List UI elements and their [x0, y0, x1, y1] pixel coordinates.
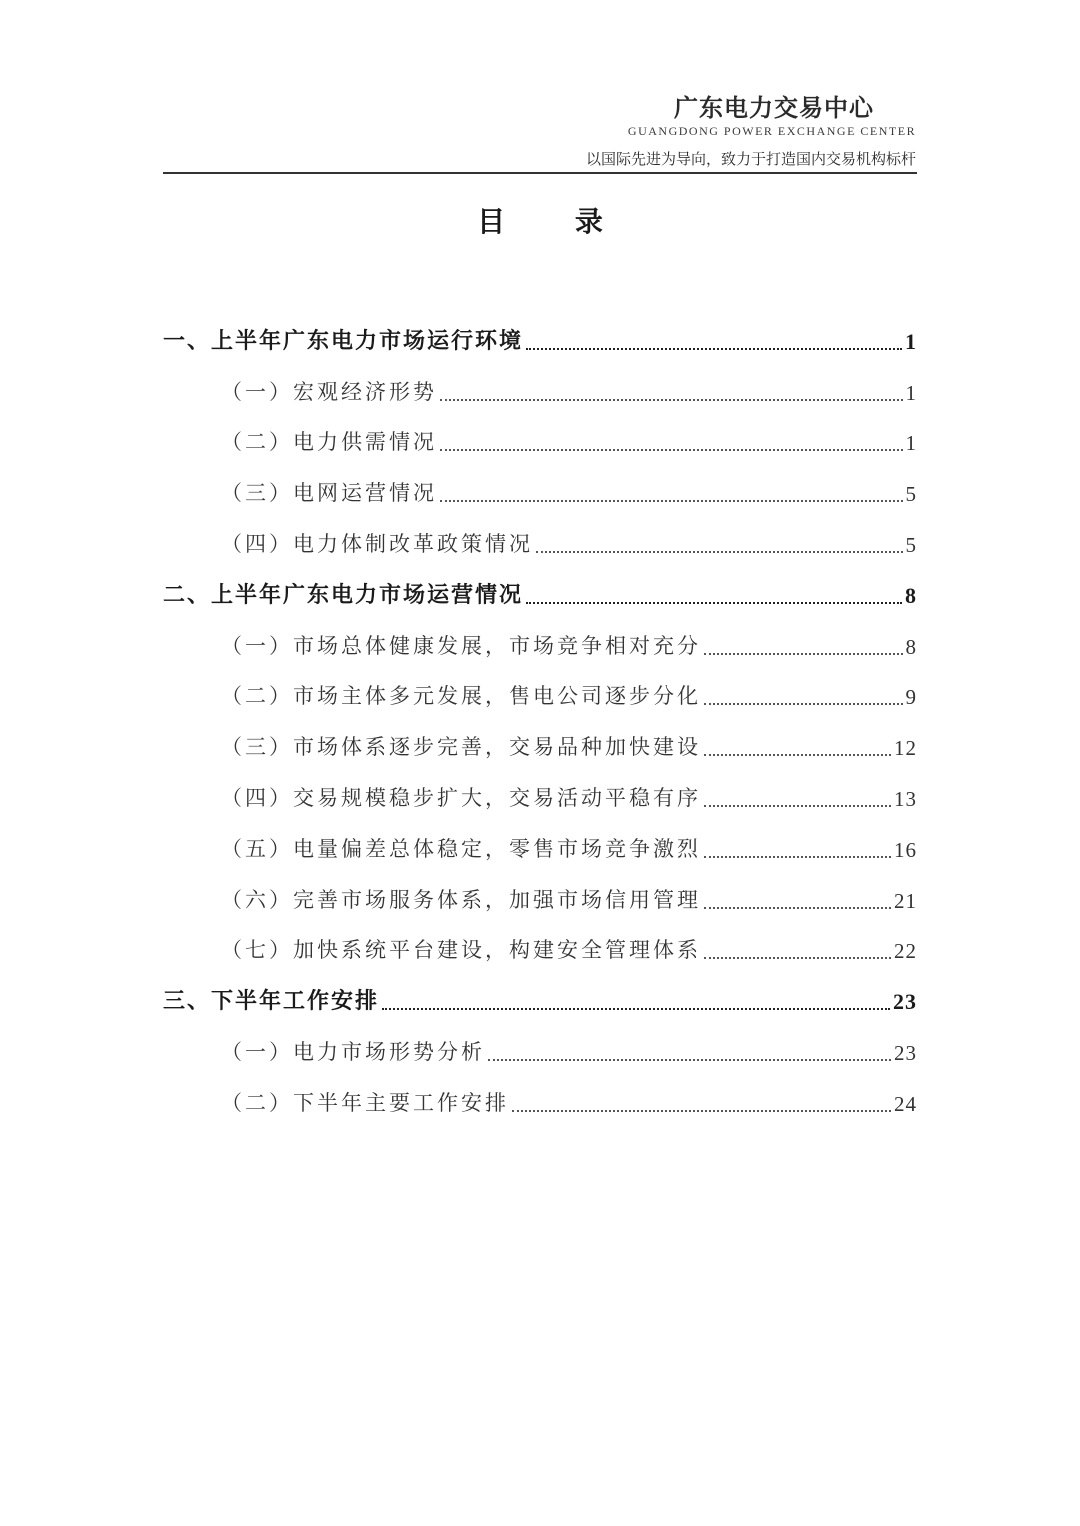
toc-dot-leader: [440, 500, 903, 502]
toc-entry-page: 5: [905, 482, 917, 507]
toc-section-entry[interactable]: [163, 718, 917, 769]
toc-entry-label: 一、上半年广东电力市场运行环境: [163, 328, 524, 354]
toc-entry-label: （二）下半年主要工作安排: [221, 1090, 509, 1115]
toc-entry-label: （一）宏观经济形势: [221, 379, 437, 404]
toc-section-entry[interactable]: [163, 515, 917, 566]
toc-entry-page: 21: [894, 888, 917, 913]
toc-dot-leader: [382, 1008, 890, 1010]
org-name: 广东电力交易中心: [674, 94, 874, 122]
toc-section-entry[interactable]: [163, 464, 917, 515]
toc-entry-label: （七）加快系统平台建设，构建安全管理体系: [221, 938, 701, 963]
header-divider: [163, 172, 917, 174]
toc-dot-leader: [440, 449, 903, 451]
toc-entry-label: （四）电力体制改革政策情况: [221, 531, 533, 556]
toc-dot-leader: [704, 653, 903, 655]
toc-entry-page: 1: [905, 431, 917, 456]
toc-entry-page: 23: [893, 989, 917, 1015]
toc-entry-label: （三）电网运营情况: [221, 481, 437, 506]
toc-section-entry[interactable]: [163, 363, 917, 414]
toc-section-entry[interactable]: [163, 922, 917, 973]
toc-entry-page: 8: [905, 634, 917, 659]
toc-section-entry[interactable]: [163, 820, 917, 871]
toc-entry-label: （二）市场主体多元发展，售电公司逐步分化: [221, 684, 701, 709]
toc-dot-leader: [536, 551, 903, 553]
toc-chapter-entry[interactable]: [163, 312, 917, 363]
toc-entry-page: 9: [905, 685, 917, 710]
toc-entry-label: （五）电量偏差总体稳定，零售市场竞争激烈: [221, 836, 701, 861]
toc-section-entry[interactable]: [163, 414, 917, 465]
toc-entry-page: 13: [894, 786, 917, 811]
toc-entry-label: （二）电力供需情况: [221, 430, 437, 455]
toc-entry-label: 二、上半年广东电力市场运营情况: [163, 582, 524, 608]
toc-entry-label: （三）市场体系逐步完善，交易品种加快建设: [221, 735, 701, 760]
toc-entry-page: 23: [894, 1040, 917, 1065]
toc-chapter-entry[interactable]: [163, 972, 917, 1023]
toc-entry-page: 22: [894, 939, 917, 964]
toc-dot-leader: [512, 1110, 891, 1112]
toc-section-entry[interactable]: [163, 617, 917, 668]
toc-section-entry[interactable]: [163, 1074, 917, 1125]
toc-entry-label: （一）电力市场形势分析: [221, 1039, 485, 1064]
toc-section-entry[interactable]: [163, 668, 917, 719]
toc-dot-leader: [440, 399, 903, 401]
toc-chapter-entry[interactable]: [163, 566, 917, 617]
toc-section-entry[interactable]: [163, 1023, 917, 1074]
toc-entry-label: （四）交易规模稳步扩大，交易活动平稳有序: [221, 785, 701, 810]
toc-dot-leader: [704, 703, 903, 705]
toc-dot-leader: [704, 754, 891, 756]
toc-dot-leader: [526, 348, 902, 350]
toc-entry-page: 1: [905, 380, 917, 405]
toc-entry-page: 24: [894, 1091, 917, 1116]
toc-entry-page: 16: [894, 837, 917, 862]
toc-entry-page: 12: [894, 736, 917, 761]
toc-section-entry[interactable]: [163, 871, 917, 922]
table-of-contents: [163, 312, 917, 1125]
toc-entry-label: 三、下半年工作安排: [163, 989, 380, 1015]
toc-entry-label: （一）市场总体健康发展，市场竞争相对充分: [221, 633, 701, 658]
toc-dot-leader: [704, 957, 891, 959]
toc-title: 目 录: [477, 205, 633, 238]
toc-entry-page: 8: [905, 582, 917, 608]
org-slogan: 以国际先进为导向，致力于打造国内交易机构标杆: [585, 150, 916, 168]
toc-dot-leader: [488, 1059, 891, 1061]
toc-entry-page: 5: [905, 532, 917, 557]
toc-entry-label: （六）完善市场服务体系，加强市场信用管理: [221, 887, 701, 912]
toc-dot-leader: [526, 602, 902, 604]
org-name-english: GUANGDONG POWER EXCHANGE CENTER: [627, 124, 917, 138]
toc-dot-leader: [704, 856, 891, 858]
toc-section-entry[interactable]: [163, 769, 917, 820]
toc-dot-leader: [704, 805, 891, 807]
toc-dot-leader: [704, 907, 891, 909]
toc-entry-page: 1: [905, 328, 917, 354]
